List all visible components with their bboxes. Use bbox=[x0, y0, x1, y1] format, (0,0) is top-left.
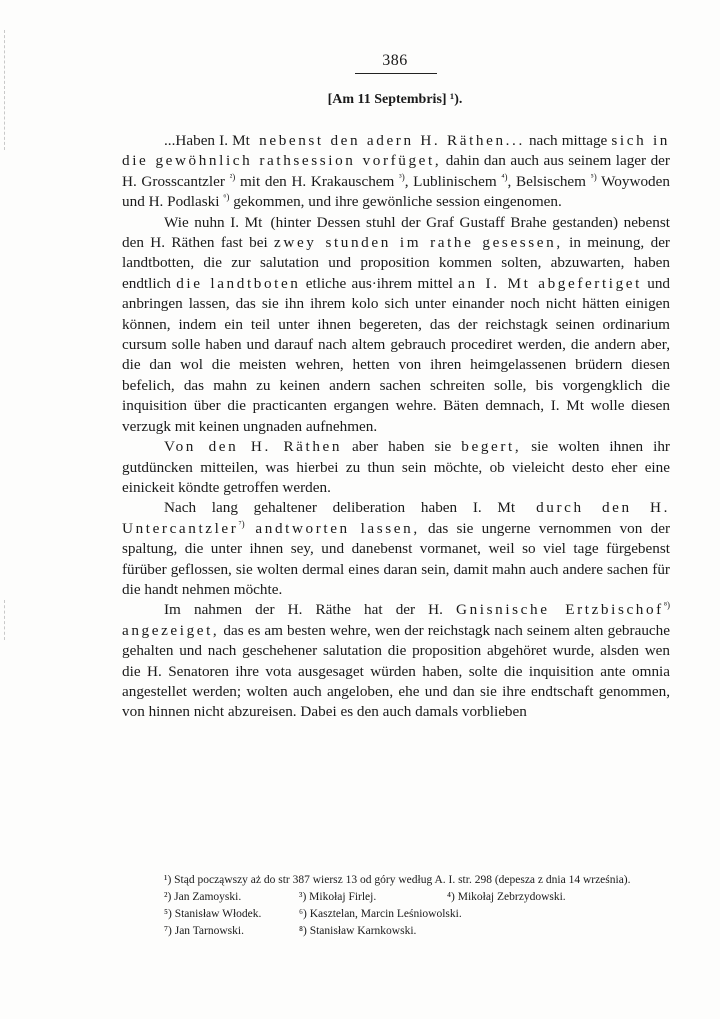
body-text bbox=[122, 131, 670, 723]
footnote-6: ⁶) Kasztelan, Marcin Leśniowolski. bbox=[299, 908, 462, 920]
footnote-5: ⁵) Stanisław Włodek. bbox=[164, 908, 262, 920]
footnote-row bbox=[122, 923, 674, 940]
footnote-ref: ⁸) bbox=[663, 600, 670, 611]
page-number: 386 bbox=[382, 52, 408, 69]
text-run: dahin dan auch aus seinem lager der H. Grosscantzler bbox=[122, 152, 670, 190]
text-run: Woywoden und H. Podlaski bbox=[122, 172, 670, 211]
spaced-text: t nebenst den adern H. Räthen... bbox=[245, 132, 525, 149]
footnote-ref: ⁴) bbox=[501, 171, 508, 182]
page-number-rule bbox=[355, 73, 437, 74]
scan-edge-mark bbox=[4, 30, 7, 150]
footnote-2: ²) Jan Zamoyski. bbox=[164, 891, 242, 903]
footnote-3: ³) Mikołaj Firlej. bbox=[299, 891, 377, 903]
footnote-4: ⁴) Mikołaj Zebrzydowski. bbox=[447, 891, 566, 903]
text-run: sie wolten ihnen ihr gutdüncken mitteilen, was hierbei zu thun sein möchte, ob vieleicht desto eher eine einickeit köndte getroffen werden. bbox=[122, 438, 670, 496]
spaced-text: t durch den H. Untercantzler bbox=[122, 499, 670, 537]
spaced-text: zwey stunden im rathe gesessen, bbox=[274, 234, 563, 252]
spaced-text: an I. Mt abgefertiget bbox=[458, 274, 642, 292]
footnote-7: ⁷) Jan Tarnowski. bbox=[164, 925, 244, 937]
text-run: ...Haben I. M bbox=[164, 132, 246, 149]
spaced-text: sich in die gewöhnlich rathsession vorfüget, bbox=[122, 132, 670, 170]
footnote-ref: ³) bbox=[399, 171, 405, 182]
footnote-row bbox=[122, 906, 674, 923]
text-run: aber haben sie bbox=[342, 438, 462, 456]
footnote-row bbox=[122, 889, 674, 906]
text-run: das sie ungerne vernommen von der spaltung, die unter ihnen sey, und danebenst vormanet, weil so viel tage fürgebenst fürüber geflossen, sie wolten dermal eines daran sein, damit mahn auch andere sachen für die handt nehmen möchte. bbox=[122, 519, 671, 598]
footnote-1: ¹) Stąd począwszy aż do str 387 wiersz 13 od góry według A. I. str. 298 (depesza z dnia 14 września). bbox=[164, 874, 631, 886]
spaced-text: Gnisnische Ertzbischof bbox=[456, 601, 664, 619]
spaced-text: angezeiget, bbox=[122, 621, 220, 639]
spaced-text: die landtboten bbox=[176, 274, 301, 292]
footnote-ref: ²) bbox=[229, 171, 236, 182]
paragraph-1 bbox=[122, 131, 670, 213]
paragraph-3 bbox=[122, 437, 670, 498]
paragraph-4 bbox=[122, 498, 670, 600]
footnote-ref: ⁷) bbox=[238, 518, 245, 529]
spaced-text: begert, bbox=[461, 438, 522, 456]
footnote-ref: ⁵) bbox=[590, 171, 597, 182]
footnote-8: ⁸) Stanisław Karnkowski. bbox=[299, 925, 417, 937]
text-run: und anbringen lassen, das sie ihn ihrem kolo sich unter einander noch nicht hätten einigen können, indem ein teil unter ihnen begereten, das der reichstagk seinen ordinarium cursum solle haben und darauf nach altem gebrauch procediret werden, die andern aber, die dan wol die meisten wehren, hetten von ihren heimgelassenen brüdern diesen befelich, das mahn zu keinen andern sachen schreiten solle, bis vorgengklich die inquisition über die practicanten ergangen wehre. Bäten demnach, I. Mt wolle diesen verzugk mit keinen ungnaden aufnehmen. bbox=[122, 274, 671, 435]
text-run: Wie nuhn I. M bbox=[164, 213, 259, 231]
date-heading: [Am 11 Septembris] ¹). bbox=[327, 92, 463, 107]
text-run: mit den H. Krakauschem bbox=[235, 172, 400, 190]
text-run: Nach lang gehaltener deliberation haben I. M bbox=[164, 499, 511, 517]
spaced-text: andtworten lassen, bbox=[244, 519, 420, 537]
text-run: Im nahmen der H. Räthe hat der H. bbox=[164, 601, 457, 619]
footnotes bbox=[122, 872, 674, 940]
text-run: , Belsischem bbox=[507, 172, 591, 190]
paragraph-5 bbox=[122, 600, 670, 722]
scan-edge-mark bbox=[4, 600, 7, 640]
paragraph-2 bbox=[122, 213, 670, 437]
text-run: gekommen, und ihre gewönliche session eingenomen. bbox=[229, 193, 562, 211]
text-run: in meinung, der landtbotten, die zur salutation und proposition kommen solten, abzuwarten, haben endtlich bbox=[122, 234, 670, 292]
text-run: nach mittage bbox=[524, 132, 612, 149]
spaced-text: Von den H. Räthen bbox=[164, 438, 343, 456]
text-run: das es am besten wehre, wen der reichstagk nach seinem alten gebrauche gehalten und nach geschehener salutation die proposition abgehöret wurde, alsden wen die H. Senatoren ihre vota ausgesaget würden haben, solte die inquisition ante omnia angestellet werden; wolten auch angeloben, ehe und dan sie ihre endtschaft genommen, von hinnen nicht abzureisen. Dabei es den auch damals vorblieben bbox=[122, 621, 670, 721]
text-run: (hinter Dessen stuhl der Graf Gustaff Brahe gestanden) nebenst den H. Räthen fast bei bbox=[122, 213, 670, 252]
text-run: etliche aus·ihrem mittel bbox=[300, 274, 459, 292]
text-run: , Lublinischem bbox=[404, 172, 502, 190]
footnote-ref: ⁶) bbox=[223, 192, 230, 203]
spaced-text: t bbox=[258, 213, 265, 231]
